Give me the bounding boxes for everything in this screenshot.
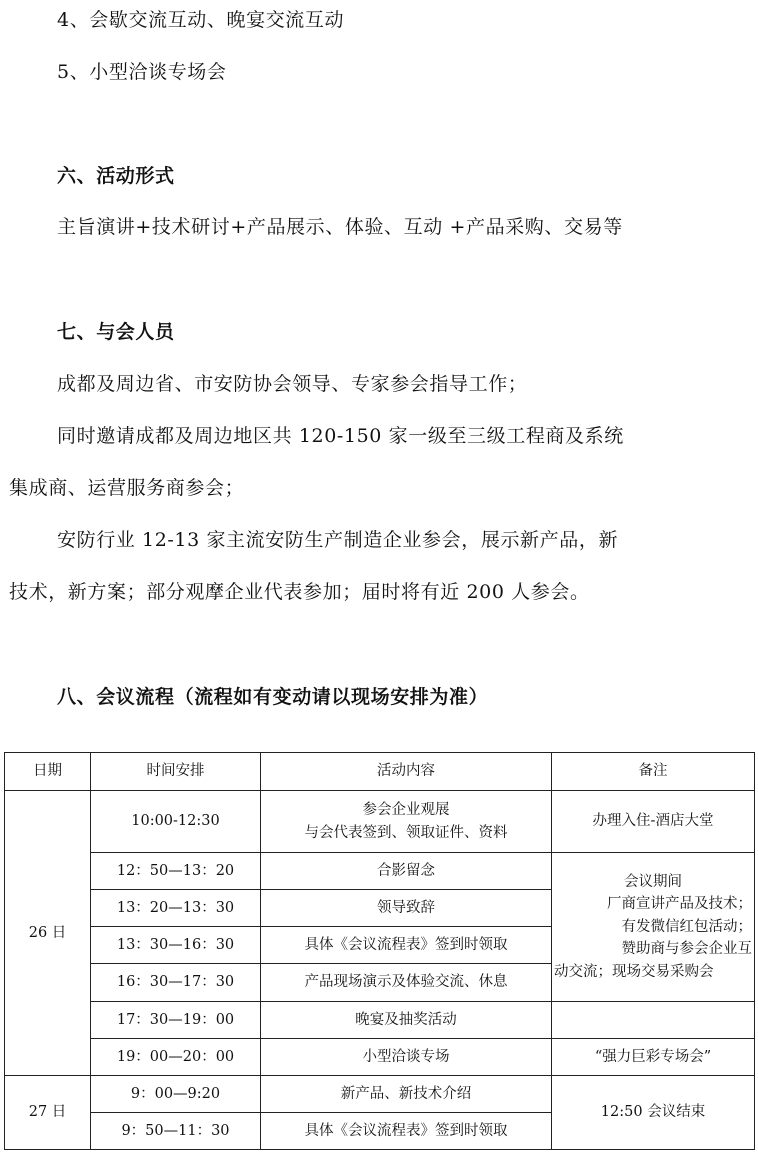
time-cell: 16：30—17：30 [91,964,261,1002]
content-cell: 具体《会议流程表》签到时领取 [261,1113,552,1150]
content-cell: 小型洽谈专场 [261,1039,552,1076]
content-line: 参会企业观展 [362,802,450,819]
time-cell: 10:00-12:30 [91,791,261,853]
section-6-body: 主旨演讲+技术研讨+产品展示、体验、互动 +产品采购、交易等 [57,216,623,238]
section-6-title: 六、活动形式 [57,165,175,187]
content-cell: 新产品、新技术介绍 [261,1076,552,1113]
note-cell: 办理入住-酒店大堂 [552,791,755,853]
time-cell: 17：30—19：00 [91,1002,261,1039]
note-cell: “强力巨彩专场会” [552,1039,755,1076]
note-line: 厂商宣讲产品及技术； [607,896,752,913]
section-8-title: 八、会议流程（流程如有变动请以现场安排为准） [57,686,489,708]
note-cell [552,1002,755,1039]
header-date: 日期 [5,753,91,791]
day2-note-cell: 12:50 会议结束 [552,1076,755,1150]
time-cell: 9：50—11：30 [91,1113,261,1150]
table-row [5,791,755,853]
time-cell: 9：00—9:20 [91,1076,261,1113]
merged-note-cell [552,853,755,1002]
content-cell: 晚宴及抽奖活动 [261,1002,552,1039]
content-cell: 合影留念 [261,853,552,890]
schedule-table [4,752,755,1150]
time-cell: 19：00—20：00 [91,1039,261,1076]
note-line: 有发微信红包活动； [621,918,752,935]
table-row [5,1002,755,1039]
content-cell [261,791,552,853]
header-time: 时间安排 [91,753,261,791]
content-cell: 具体《会议流程表》签到时领取 [261,927,552,964]
header-content: 活动内容 [261,753,552,791]
note-line: 会议期间 [624,873,682,890]
note-line: 动交流；现场交易采购会 [554,963,714,980]
section-7-para-2-line-1: 同时邀请成都及周边地区共 120-150 家一级至三级工程商及系统 [57,425,624,447]
content-cell: 产品现场演示及体验交流、休息 [261,964,552,1002]
content-line: 与会代表签到、领取证件、资料 [304,824,508,841]
section-7-para-2-line-2: 集成商、运营服务商参会； [9,477,245,499]
date-cell-day2: 27 日 [5,1076,91,1150]
time-cell: 13：20—13：30 [91,890,261,927]
note-line: 赞助商与参会企业互 [621,941,752,958]
time-cell: 13：30—16：30 [91,927,261,964]
time-cell: 12：50—13：20 [91,853,261,890]
content-cell: 领导致辞 [261,890,552,927]
date-cell-day1: 26 日 [5,791,91,1076]
section-7-para-1: 成都及周边省、市安防协会领导、专家参会指导工作； [57,373,528,395]
section-7-para-3-line-1: 安防行业 12-13 家主流安防生产制造企业参会，展示新产品，新 [57,529,619,551]
header-note: 备注 [552,753,755,791]
list-item-4: 4、会歇交流互动、晚宴交流互动 [57,9,345,31]
table-row [5,1039,755,1076]
table-header-row [5,753,755,791]
table-row [5,853,755,890]
section-7-title: 七、与会人员 [57,321,175,343]
section-7-para-3-line-2: 技术，新方案；部分观摩企业代表参加；届时将有近 200 人参会。 [9,581,590,603]
table-row [5,1076,755,1113]
list-item-5: 5、小型洽谈专场会 [57,61,227,83]
